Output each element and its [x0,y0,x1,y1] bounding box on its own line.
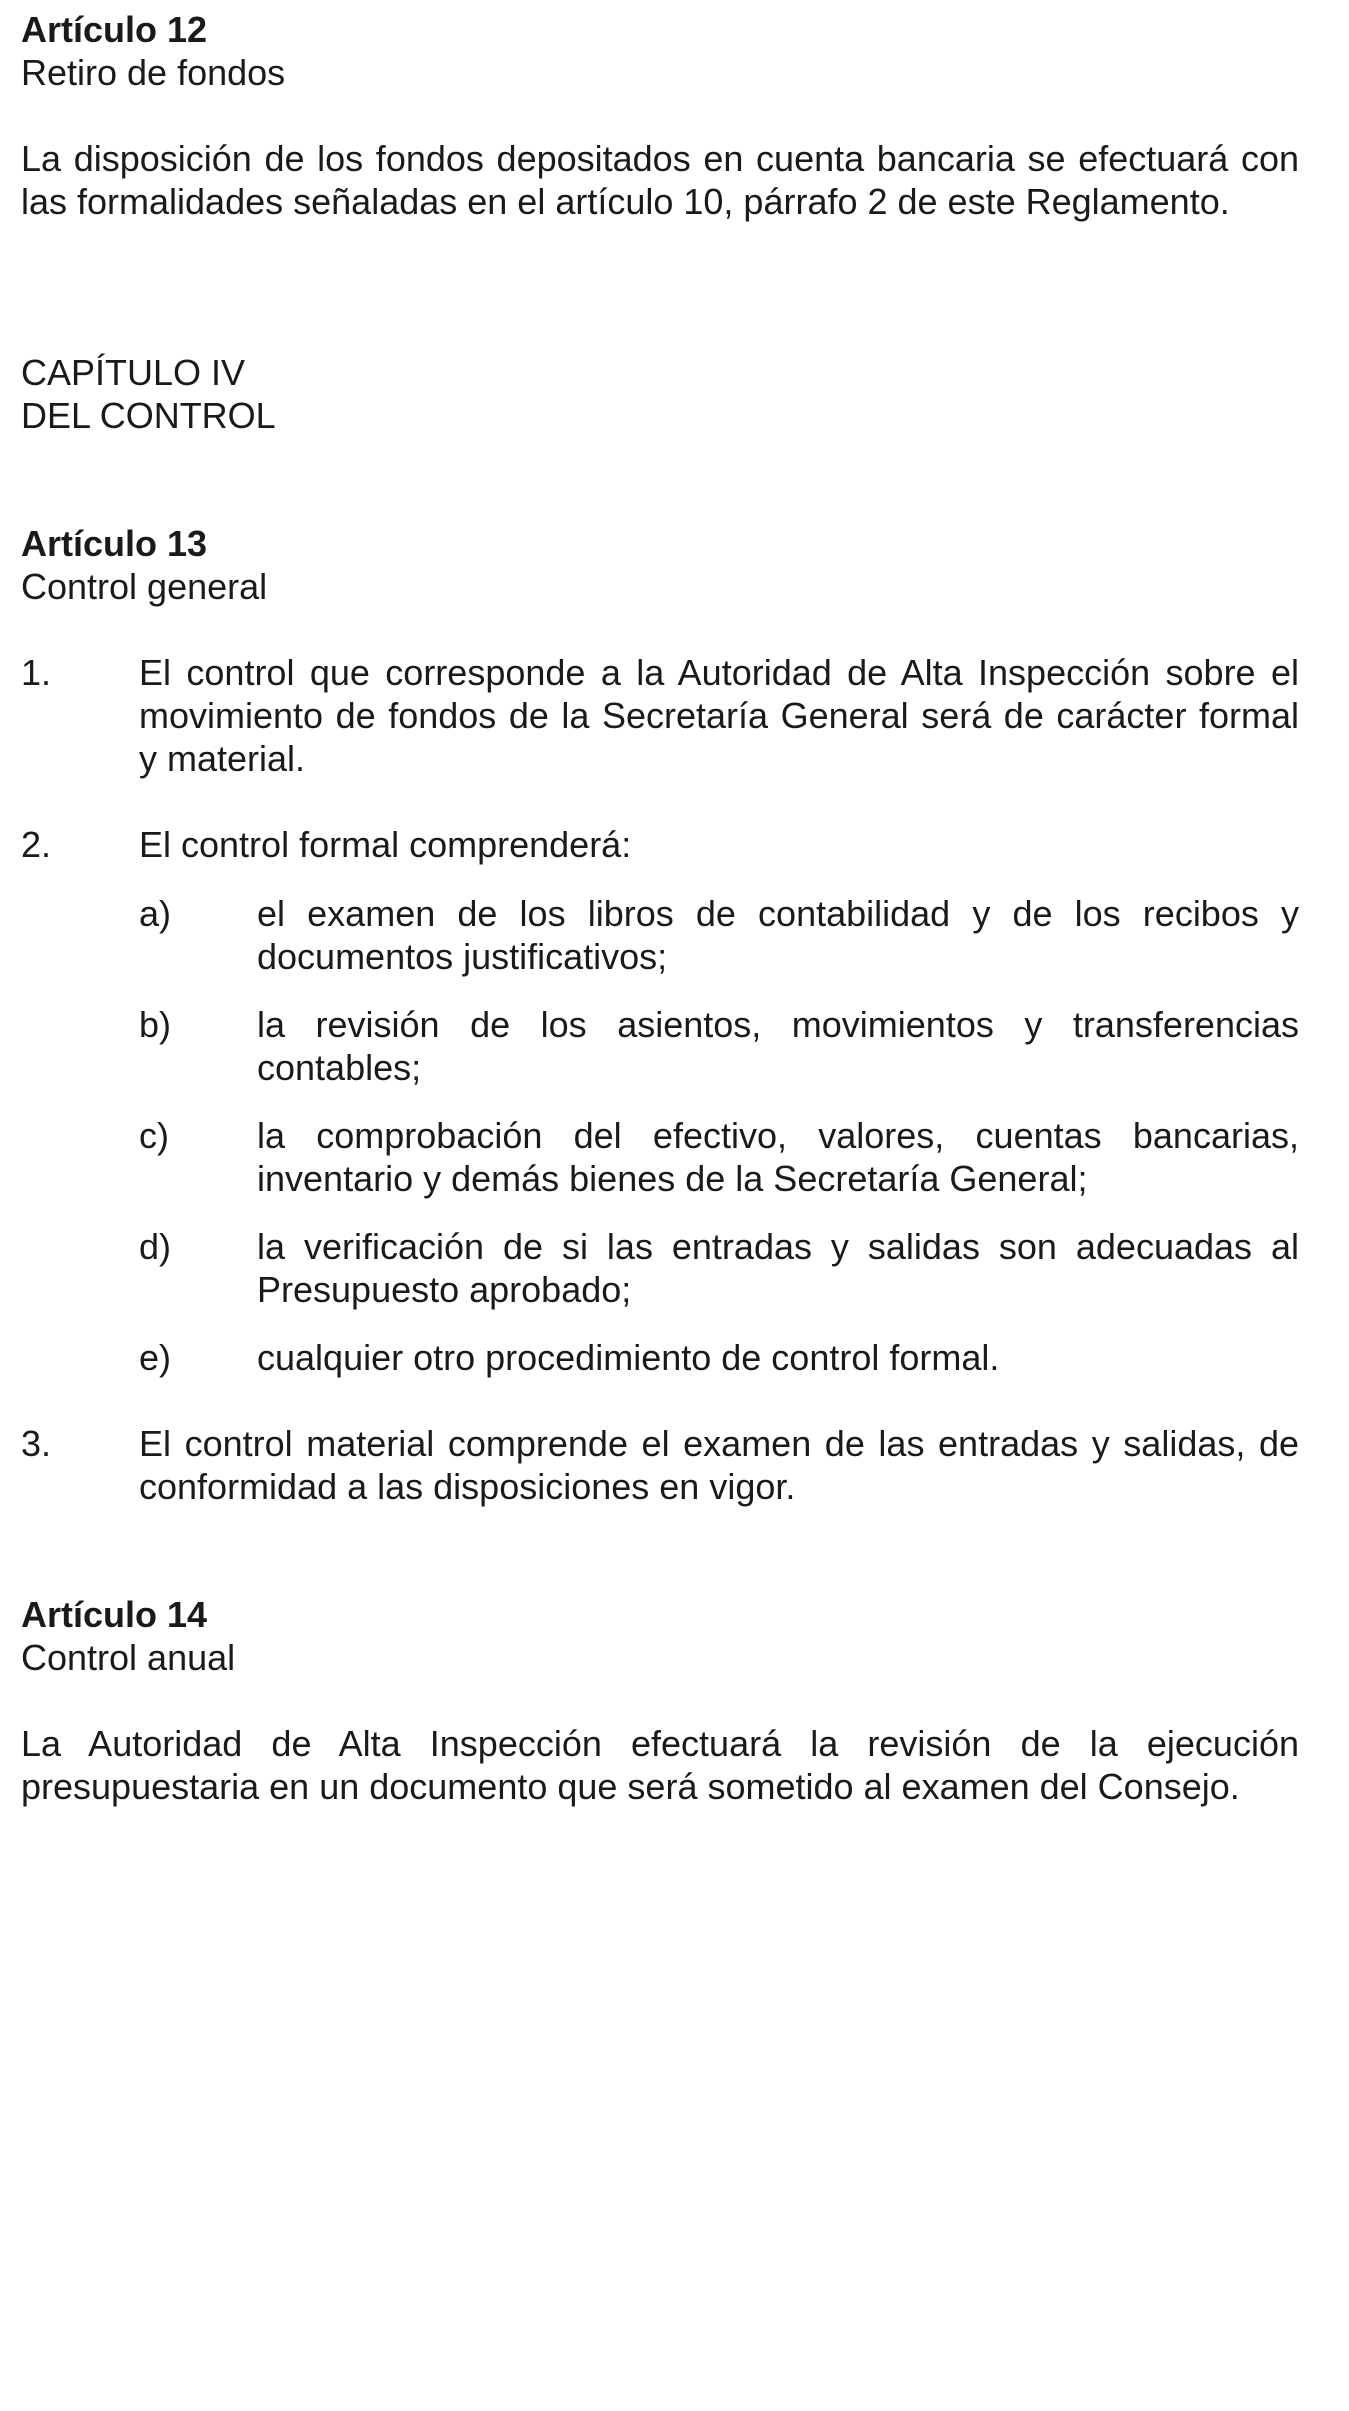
subitem-text: la comprobación del efectivo, valores, cuentas bancarias, inventario y demás bienes de la Secretaría General; [257,1115,1299,1199]
article-14-subtitle: Control anual [21,1637,236,1678]
article-12 [21,8,1299,223]
subitem-text: cualquier otro procedimiento de control formal. [257,1337,1000,1378]
list-item [21,1422,1299,1508]
article-14-title: Artículo 14 [21,1594,208,1635]
sub-list-item [139,1225,1299,1311]
article-13-subtitle: Control general [21,566,268,607]
article-14-body: La Autoridad de Alta Inspección efectuará la revisión de la ejecución presupuestaria en un documento que será sometido al examen del Consejo. [21,1723,1299,1807]
sub-list-item [139,1003,1299,1089]
list-item [21,651,1299,780]
sub-list-item [139,892,1299,978]
item-number: 1. [21,652,52,693]
article-14 [21,1593,1299,1808]
subitem-text: el examen de los libros de contabilidad y de los recibos y documentos justificativos; [257,893,1299,977]
subitem-text: la revisión de los asientos, movimientos y transferencias contables; [257,1004,1299,1088]
subitem-letter: b) [139,1004,172,1045]
subitem-letter: a) [139,893,172,934]
sub-list-item [139,1114,1299,1200]
item-number: 3. [21,1423,52,1464]
chapter-4 [21,351,1299,437]
item-number: 2. [21,824,52,865]
subitem-text: la verificación de si las entradas y salidas son adecuadas al Presupuesto aprobado; [257,1226,1299,1310]
sub-list-item [139,1336,1299,1379]
article-13 [21,522,1299,1508]
chapter-title: DEL CONTROL [21,395,276,436]
article-12-title: Artículo 12 [21,9,208,50]
list-item [21,823,1299,866]
chapter-number: CAPÍTULO IV [21,352,246,393]
subitem-letter: d) [139,1226,172,1267]
article-12-subtitle: Retiro de fondos [21,52,286,93]
item-text: El control formal comprenderá: [139,824,632,865]
subitem-letter: e) [139,1337,172,1378]
subitem-letter: c) [139,1115,169,1156]
item-text: El control material comprende el examen de las entradas y salidas, de conformidad a las disposiciones en vigor. [139,1423,1299,1507]
item-text: El control que corresponde a la Autoridad de Alta Inspección sobre el movimiento de fondos de la Secretaría General será de carácter formal y material. [139,652,1299,779]
article-12-body: La disposición de los fondos depositados en cuenta bancaria se efectuará con las formalidades señaladas en el artículo 10, párrafo 2 de este Reglamento. [21,138,1299,222]
article-13-title: Artículo 13 [21,523,208,564]
document-page [21,8,1299,1808]
